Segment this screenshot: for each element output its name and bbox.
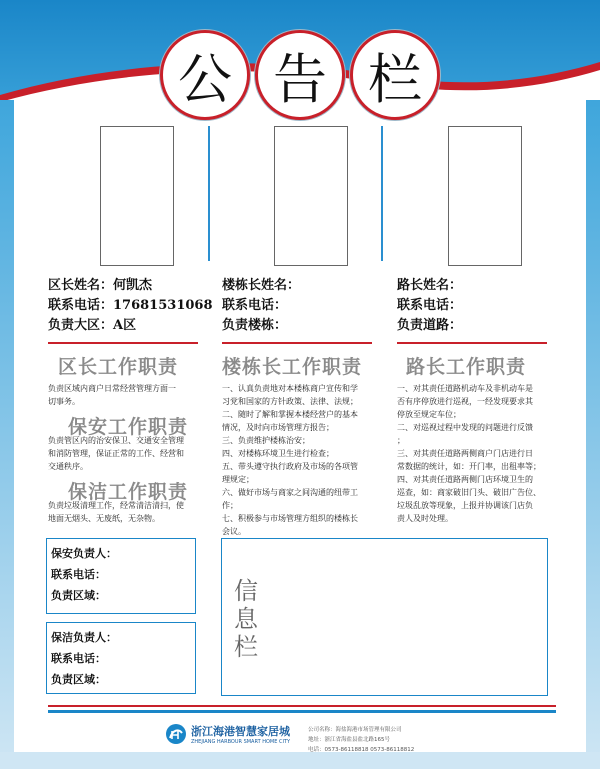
red-rule-3 xyxy=(397,342,547,344)
building-duty-line: 作； xyxy=(222,501,238,510)
building-duty-line: 理规定； xyxy=(222,475,254,484)
road-duty-line: 一、对其责任道路机动车及非机动车是 xyxy=(397,384,533,393)
company-name: 公司名称：海盐海港市场管理有限公司 xyxy=(308,727,402,733)
building-leader-info xyxy=(222,276,300,336)
title-char-1: 公 xyxy=(160,30,250,120)
security-duty-line: 交通秩序。 xyxy=(48,462,88,471)
road-duty-line: 二、对巡视过程中发现的问题进行反馈 xyxy=(397,423,533,432)
cleaning-duty-title: 保洁工作职责 xyxy=(68,481,189,503)
district-leader-photo xyxy=(100,126,174,266)
building-duty-line: 三、负责维护楼栋治安； xyxy=(222,436,310,445)
building-leader-area: 负责楼栋： xyxy=(222,318,288,333)
road-duty-line: 责人及时处理。 xyxy=(397,514,453,523)
district-leader-name: 区长姓名：何凯杰 xyxy=(48,278,153,293)
bottom-frame xyxy=(0,752,600,769)
security-person-label: 保安负责人： xyxy=(51,547,117,560)
security-duty-text xyxy=(48,434,184,473)
cleaning-duty-line: 负责垃圾清理工作，经常清洁清扫，使 xyxy=(48,501,184,510)
right-frame xyxy=(586,100,600,769)
security-contact-box xyxy=(46,538,196,614)
district-leader-info xyxy=(48,276,213,336)
building-duty-text xyxy=(222,382,358,538)
info-board-char: 信 xyxy=(234,577,258,605)
security-duty-line: 负责管区内的治安保卫、交通安全管理 xyxy=(48,436,184,445)
district-duty-title: 区长工作职责 xyxy=(58,356,179,378)
logo-text xyxy=(191,723,290,745)
title-char-3: 栏 xyxy=(350,30,440,120)
road-duty-line: 三、对其责任道路两侧商户门店进行日 xyxy=(397,449,533,458)
company-info xyxy=(308,725,414,755)
road-duty-line: 巡查，如：商家破旧门头、破旧广告位、 xyxy=(397,488,541,497)
building-duty-line: 一、认真负责地对本楼栋商户宣传和学 xyxy=(222,384,358,393)
building-duty-line: 五、带头遵守执行政府及市场的各项管 xyxy=(222,462,358,471)
road-leader-phone: 联系电话： xyxy=(397,298,463,313)
building-leader-photo xyxy=(274,126,348,266)
security-phone-label: 联系电话： xyxy=(51,568,106,581)
security-duty-line: 和消防管理，保证正常的工作、经营和 xyxy=(48,449,184,458)
logo-cn: 浙江海港智慧家居城 xyxy=(191,725,290,738)
info-board-char: 栏 xyxy=(234,633,258,661)
building-duty-line: 情况，及时向市场管理方报告； xyxy=(222,423,334,432)
cleaning-duty-line: 地面无烟头、无废纸，无杂物。 xyxy=(48,514,160,523)
security-duty-title: 保安工作职责 xyxy=(68,416,189,438)
road-duty-line: 常数据的统计，如：开门率，出租率等； xyxy=(397,462,541,471)
cleaning-duty-text xyxy=(48,499,184,525)
divider-line-2 xyxy=(381,126,383,261)
logo-en: ZHEJIANG HARBOUR SMART HOME CITY xyxy=(191,739,291,745)
footer-red-line xyxy=(48,705,556,707)
info-board-char: 息 xyxy=(234,605,258,633)
building-duty-line: 二、随时了解和掌握本楼经营户的基本 xyxy=(222,410,358,419)
building-leader-phone: 联系电话： xyxy=(222,298,288,313)
building-duty-title: 楼栋长工作职责 xyxy=(222,356,363,378)
road-duty-line: ； xyxy=(397,436,405,445)
building-duty-line: 六、做好市场与商家之间沟通的纽带工 xyxy=(222,488,358,497)
district-leader-area: 负责大区：A区 xyxy=(48,318,137,333)
cleaning-person-label: 保洁负责人： xyxy=(51,631,117,644)
red-rule-1 xyxy=(48,342,198,344)
road-duty-line: 垃圾乱放等现象，上报并协调该门店负 xyxy=(397,501,533,510)
company-logo xyxy=(165,723,290,745)
building-duty-line: 四、对楼栋环境卫生进行检查； xyxy=(222,449,334,458)
company-address: 地址：浙江省海盐县盐北路165号 xyxy=(308,737,390,743)
red-rule-2 xyxy=(222,342,372,344)
district-duty-text xyxy=(48,382,176,408)
security-area-label: 负责区域： xyxy=(51,589,106,602)
harbour-logo-icon xyxy=(165,723,187,745)
building-leader-name: 楼栋长姓名： xyxy=(222,278,301,293)
road-duty-text xyxy=(397,382,541,525)
building-duty-line: 会议。 xyxy=(222,527,246,536)
info-board-title xyxy=(234,577,258,661)
road-duty-title: 路长工作职责 xyxy=(406,356,527,378)
cleaning-contact-box xyxy=(46,622,196,694)
road-duty-line: 否有序停放进行巡视，一经发现要求其 xyxy=(397,397,533,406)
title-char-2: 告 xyxy=(255,30,345,120)
road-leader-info xyxy=(397,276,462,336)
building-duty-line: 七、积极参与市场管理方组织的楼栋长 xyxy=(222,514,358,523)
district-duty-line: 负责区域内商户日常经营管理方面一 xyxy=(48,384,176,393)
road-duty-line: 四、对其责任道路两侧门店环境卫生的 xyxy=(397,475,533,484)
road-leader-photo xyxy=(448,126,522,266)
left-frame xyxy=(0,100,14,769)
footer-blue-line xyxy=(48,710,556,713)
company-phone: 电话：0573-86118818 0573-86118812 xyxy=(308,747,415,753)
cleaning-phone-label: 联系电话： xyxy=(51,652,106,665)
cleaning-area-label: 负责区域： xyxy=(51,673,106,686)
district-leader-phone: 联系电话：17681531068 xyxy=(48,298,213,313)
building-duty-line: 习党和国家的方针政策、法律、法规； xyxy=(222,397,358,406)
road-leader-name: 路长姓名： xyxy=(397,278,463,293)
info-board-box xyxy=(221,538,548,696)
road-duty-line: 停放至规定车位； xyxy=(397,410,461,419)
road-leader-area: 负责道路： xyxy=(397,318,463,333)
district-duty-line: 切事务。 xyxy=(48,397,80,406)
divider-line-1 xyxy=(208,126,210,261)
